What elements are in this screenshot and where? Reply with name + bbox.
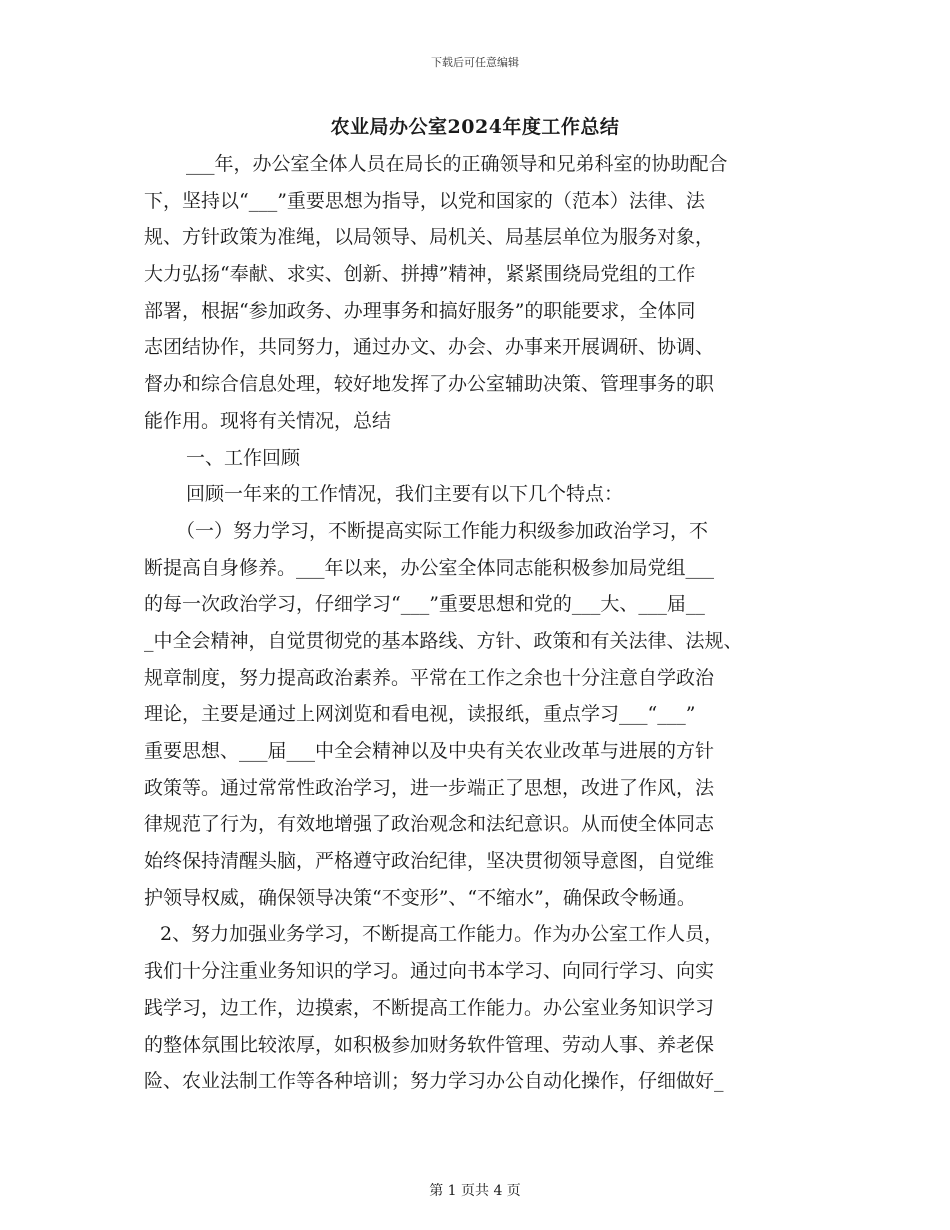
paragraph-line: 回顾一年来的工作情况，我们主要有以下几个特点： [186,483,624,506]
section-heading: 一、工作回顾 [186,446,301,469]
paragraph-line: ___年，办公室全体人员在局长的正确领导和兄弟科室的协助配合 [186,153,728,175]
paragraph-line: 护领导权威，确保领导决策“不变形”、“不缩水”，确保政令畅通。 [144,886,696,909]
subsection-heading-line: 2、努力加强业务学习，不断提高工作能力。作为办公室工作人员， [160,923,724,946]
paragraph-line: 险、农业法制工作等各种培训；努力学习办公自动化操作，仔细做好_ [144,1070,724,1093]
paragraph-line: 大力弘扬“奉献、求实、创新、拼搏”精神，紧紧围绕局党组的工作 [144,263,696,286]
paragraph-line: 律规范了行为，有效地增强了政治观念和法纪意识。从而使全体同志 [144,813,715,836]
document-title: 农业局办公室2024年度工作总结 [330,116,620,138]
subsection-heading-line: （一）努力学习，不断提高实际工作能力积级参加政治学习，不 [176,519,709,542]
paragraph-line: 断提高自身修养。___年以来，办公室全体同志能积极参加局党组___ [144,556,715,579]
paragraph-line: 的整体氛围比较浓厚，如积极参加财务软件管理、劳动人事、养老保 [144,1033,715,1056]
paragraph-line: 我们十分注重业务知识的学习。通过向书本学习、向同行学习、向实 [144,960,715,983]
page-header-note: 下载后可任意编辑 [431,56,519,69]
paragraph-line: 践学习，边工作，边摸索，不断提高工作能力。办公室业务知识学习 [144,996,715,1019]
page-footer: 第 1 页共 4 页 [429,1183,521,1199]
paragraph-line: 理论，主要是通过上网浏览和看电视，读报纸，重点学习___“___” [144,703,696,726]
paragraph-line: _中全会精神，自觉贯彻党的基本路线、方针、政策和有关法律、法规、 [144,629,743,652]
paragraph-line: 下，坚持以“___”重要思想为指导，以党和国家的（范本）法律、法 [144,189,705,212]
paragraph-line: 始终保持清醒头脑，严格遵守政治纪律，坚决贯彻领导意图，自觉维 [144,850,715,873]
paragraph-line: 规、方针政策为准绳，以局领导、局机关、局基层单位为服务对象， [144,226,715,249]
paragraph-line: 督办和综合信息处理，较好地发挥了办公室辅助决策、管理事务的职 [144,373,715,396]
paragraph-line: 的每一次政治学习，仔细学习“___”重要思想和党的___大、___届__ [144,593,705,616]
paragraph-line: 部署，根据“参加政务、办理事务和搞好服务”的职能要求，全体同 [144,299,696,322]
paragraph-line: 规章制度，努力提高政治素养。平常在工作之余也十分注意自学政治 [144,666,715,689]
paragraph-line: 重要思想、___届___中全会精神以及中央有关农业改革与进展的方针 [144,740,715,762]
paragraph-line: 政策等。通过常常性政治学习，进一步端正了思想，改进了作风，法 [144,776,715,799]
paragraph-line: 志团结协作，共同努力，通过办文、办会、办事来开展调研、协调、 [144,336,715,359]
paragraph-line: 能作用。现将有关情况，总结 [144,409,392,432]
document-body [144,146,824,1100]
